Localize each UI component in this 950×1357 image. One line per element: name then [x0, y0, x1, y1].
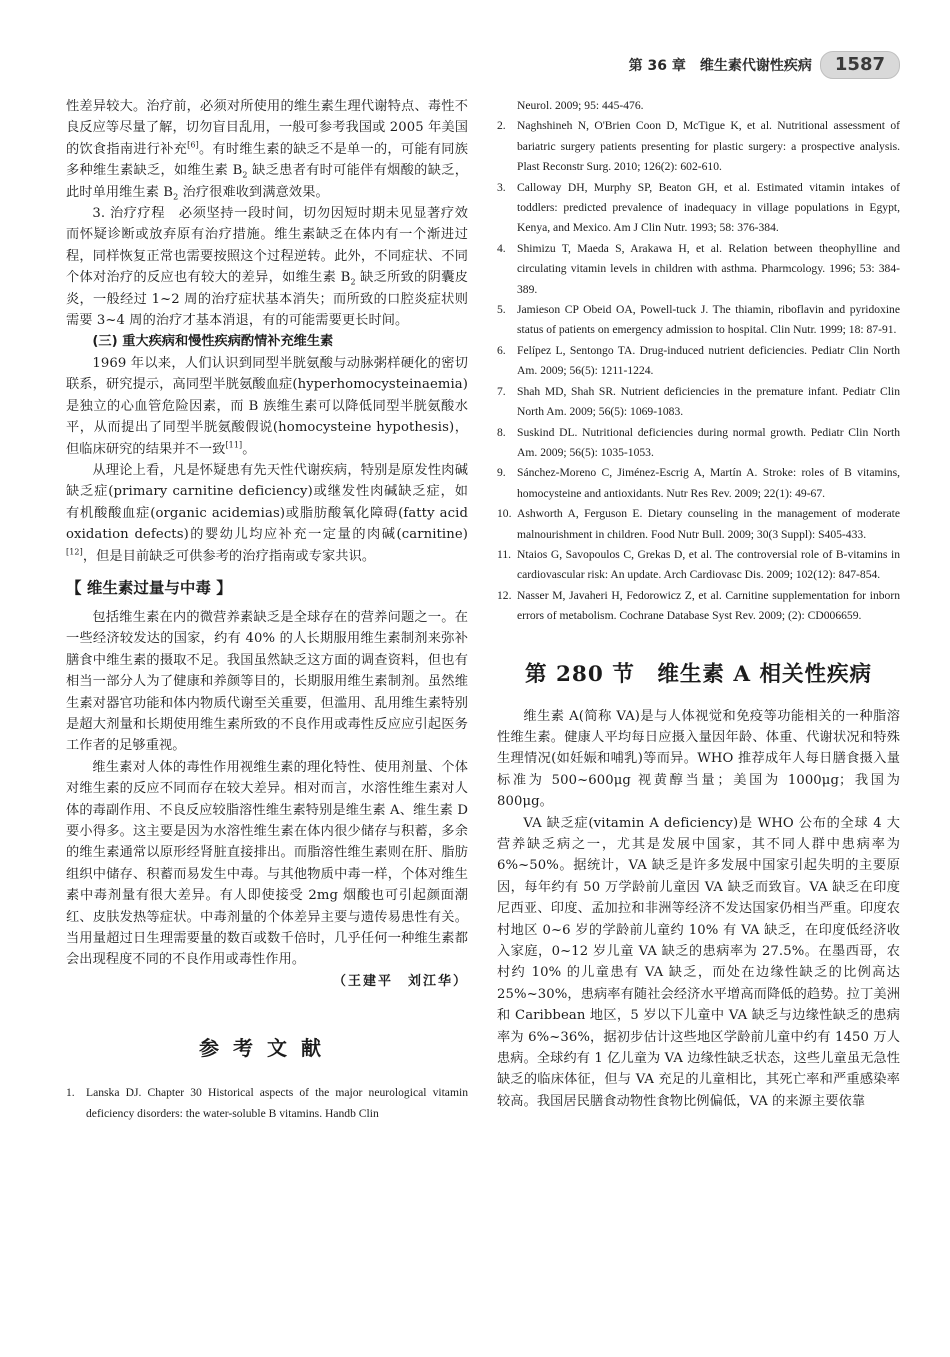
- reference-item: 4. Shimizu T, Maeda S, Arakawa H, et al. Relation between theophylline and circulating vitamin levels in children with asthma. Pharmcology. 1996; 53: 384-389.: [497, 241, 900, 296]
- reference-item: 7. Shah MD, Shah SR. Nutrient deficiencies in the premature infant. Pediatr Clin North Am. 2009; 56(5): 1069-1083.: [497, 384, 900, 419]
- section-title-vitamin-a: 第 280 节 维生素 A 相关性疾病: [524, 661, 872, 687]
- paragraph-overdose-intro: 包括维生素在内的微营养素缺乏是全球存在的营养问题之一。在一些经济较发达的国家，约有 40% 的人长期服用维生素制剂来弥补膳食中维生素的摄取不足。我国虽然缺乏这方面的调查资料，但也有相当一部分人为了健康和养颜等目的，长期服用维生素制剂。虽然维生素对器官功能和体内物质代谢至关重要，但滥用、乱用维生素特别是超大剂量和长期使用维生素所致的不良作用或毒性反应应引起医务工作者的足够重视。: [66, 609, 468, 754]
- page-number-badge: 1587: [820, 51, 900, 79]
- paragraph-treatment-principles: 性差异较大。治疗前，必须对所使用的维生素生理代谢特点、毒性不良反应等尽量了解，切勿盲目乱用，一般可参考我国或 2005 年美国的饮食指南进行补充[6]。有时维生素的缺乏不是单一的，可能有同族多种维生素缺乏，如维生素 $B_2$ 缺乏患者有时可能伴有烟酸的缺乏，此时单用维生素 $B_2$ 治疗很难收到满意效果。: [66, 99, 469, 202]
- reference-item: 1. Lanska DJ. Chapter 30 Historical aspects of the major neurological vitamin deficiency disorders: the water-soluble B vitamins. Handb Clin: [66, 1086, 468, 1120]
- reference-list-left: [66, 1083, 468, 1124]
- reference-list-right: [497, 116, 900, 626]
- reference-item: 9. Sánchez-Moreno C, Jiménez-Escrig A, Martín A. Stroke: roles of B vitamins, homocysteine and antioxidants. Nutr Res Rev. 2009; 22(1): 49-67.: [497, 466, 900, 500]
- references-title: 参考文献: [199, 1036, 335, 1061]
- reference-item: 6. Felípez L, Sentongo TA. Drug-induced nutrient deficiencies. Pediatr Clin North Am. 2009; 56(5): 1211-1224.: [497, 343, 900, 378]
- paragraph-toxicity: 维生素对人体的毒性作用视维生素的理化特性、使用剂量、个体对维生素的反应不同而存在较大差异。相对而言，水溶性维生素对人体的毒副作用、不良反应较脂溶性维生素特别是维生素 A、维生素 D 要小得多。这主要是因为水溶性维生素在体内很少储存与积蓄，多余的维生素通常以原形经肾脏直接排出。而脂溶性维生素则在肝、脂肪组织中储存、积蓄而易发生中毒。与其他物质中毒一样，个体对维生素中毒剂量有很大差异。有人即使接受 2mg 烟酸也可引起颜面潮红、皮肤发热等症状。中毒剂量的个体差异主要与遗传易患性有关。当用量超过日生理需要量的数百或数千倍时，几乎任何一种维生素都会出现程度不同的不良作用或毒性作用。: [66, 759, 468, 968]
- reference-item: 12. Nasser M, Javaheri H, Fedorowicz Z, et al. Carnitine supplementation for inborn errors of metabolism. Cochrane Database Syst Rev. 2009; (2): CD006659.: [497, 588, 900, 623]
- reference-item: 8. Suskind DL. Nutritional deficiencies during normal growth. Pediatr Clin North Am. 2009; 56(5): 1035-1053.: [497, 425, 900, 459]
- paragraph-treatment-course: 3. 治疗疗程 必须坚持一段时间，切勿因短时期未见显著疗效而怀疑诊断或放弃原有治疗措施。维生素缺乏在体内有一个渐进过程，同样恢复正常也需要按照这个过程逆转。此外，不同症状、不同个体对治疗的反应也有较大的差异，如维生素 $B_2$ 缺乏所致的阴囊皮炎，一般经过 1~2 周的治疗症状基本消失；而所致的口腔炎症状则需要 3~4 周的治疗才基本消退，有的可能需要更长时间。: [66, 206, 468, 329]
- reference-item: 3. Calloway DH, Murphy SP, Beaton GH, et al. Estimated vitamin intakes of toddlers: predicted prevalence of inadequacy in village populations in Egypt, Kenya, and Mexico. Am J Clin Nutr. 1993; 58: 376-384.: [497, 180, 900, 235]
- running-header: [470, 50, 900, 80]
- reference-item: 5. Jamieson CP Obeid OA, Powell-tuck J. The thiamin, riboflavin and pyridoxine status of patients on emergency admission to hospital. Clin Nutr. 1999; 18: 87-91.: [497, 303, 900, 337]
- paragraph-carnitine: 从理论上看，凡是怀疑患有先天性代谢疾病，特别是原发性肉碱缺乏症(primary carnitine deficiency)或继发性肉碱缺乏症，如有机酸酸血症(organic acidemias)或脂肪酸氧化障碍(fatty acid oxidation defects)的婴幼儿均应补充一定量的肉碱(carnitine)[12]，但是目前缺乏可供参考的治疗指南或专家共识。: [66, 462, 468, 564]
- paragraph-vitamin-a-deficiency: VA 缺乏症(vitamin A deficiency)是 WHO 公布的全球 4 大营养缺乏病之一，尤其是发展中国家，其不同人群中患病率为 6%~50%。据统计，VA 缺乏是许多发展中国家引起失明的主要原因，每年约有 50 万学龄前儿童因 VA 缺乏而致盲。VA 缺乏在印度尼西亚、印度、孟加拉和非洲等经济不发达国家仍相当严重。印度农村地区 0~6 岁的学龄前儿童约 10% 有 VA 缺乏，在印度低经济收入家庭，0~12 岁儿童 VA 缺乏的患病率为 27.5%。在墨西哥，农村约 10% 的儿童患有 VA 缺乏，而处在边缘性缺乏的比例高达 25%~30%，患病率有随社会经济水平增高而降低的趋势。拉丁美洲和 Caribbean 地区，5 岁以下儿童中 VA 缺乏与边缘性缺乏的患病率为 6%~36%，据初步估计这些地区学龄前儿童中约有 1450 万人患病。全球约有 1 亿儿童为 VA 边缘性缺乏状态，这些儿童虽无急性缺乏的临床体征，但与 VA 充足的儿童相比，其死亡率和严重感染率较高。我国居民膳食动物性食物比例偏低，VA 的来源主要依靠: [497, 815, 900, 1109]
- chapter-title: 第 36 章 维生素代谢性疾病: [628, 58, 812, 74]
- citation-11: [11]: [225, 440, 243, 450]
- reference-item: 2. Naghshineh N, O'Brien Coon D, McTigue K, et al. Nutritional assessment of bariatric surgery patients presenting for plastic surgery: a prospective analysis. Plast Reconstr Surg. 2010; 126(2): 602-610.: [497, 119, 900, 174]
- paragraph-homocysteine: 1969 年以来，人们认识到同型半胱氨酸与动脉粥样硬化的密切联系，研究提示，高同型半胱氨酸血症(hyperhomocysteinaemia)是独立的心血管危险因素，而 B 族维生素可以降低同型半胱氨酸水平，从而提出了同型半胱氨酸假说(homocysteine hypothesis)，但临床研究的结果并不一致[11]。: [66, 355, 468, 457]
- author-signature: （王建平 刘江华）: [332, 973, 468, 989]
- right-column: [497, 96, 900, 1112]
- paragraph-vitamin-a-intro: 维生素 A(简称 VA)是与人体视觉和免疫等功能相关的一种脂溶性维生素。健康人平均每日应摄入量因年龄、体重、代谢状况和特殊生理情况(如妊娠和哺乳)等而异。WHO 推荐成年人每日膳食摄入量标准为 500~600μg 视黄醇当量；美国为 1000μg；我国为 800μg。: [497, 708, 900, 810]
- reference-item: 10. Ashworth A, Ferguson E. Dietary counseling in the management of moderate malnourishment in children. Food Nutr Bull. 2009; 30(3 Suppl): S405-433.: [497, 507, 900, 541]
- section-heading-overdose: 【 维生素过量与中毒 】: [66, 578, 232, 597]
- left-column: [66, 96, 468, 1124]
- reference-item: 11. Ntaios G, Savopoulos C, Grekas D, et al. The controversial role of B-vitamins in cardiovascular risk: An update. Arch Cardiovasc Dis. 2009; 102(12): 847-854.: [497, 547, 900, 582]
- citation-6: [6]: [187, 140, 199, 150]
- citation-12: [12]: [66, 547, 83, 557]
- reference-continuation: Neurol. 2009; 95: 445-476.: [517, 99, 644, 112]
- subsection-heading: (三) 重大疾病和慢性疾病酌情补充维生素: [92, 334, 334, 350]
